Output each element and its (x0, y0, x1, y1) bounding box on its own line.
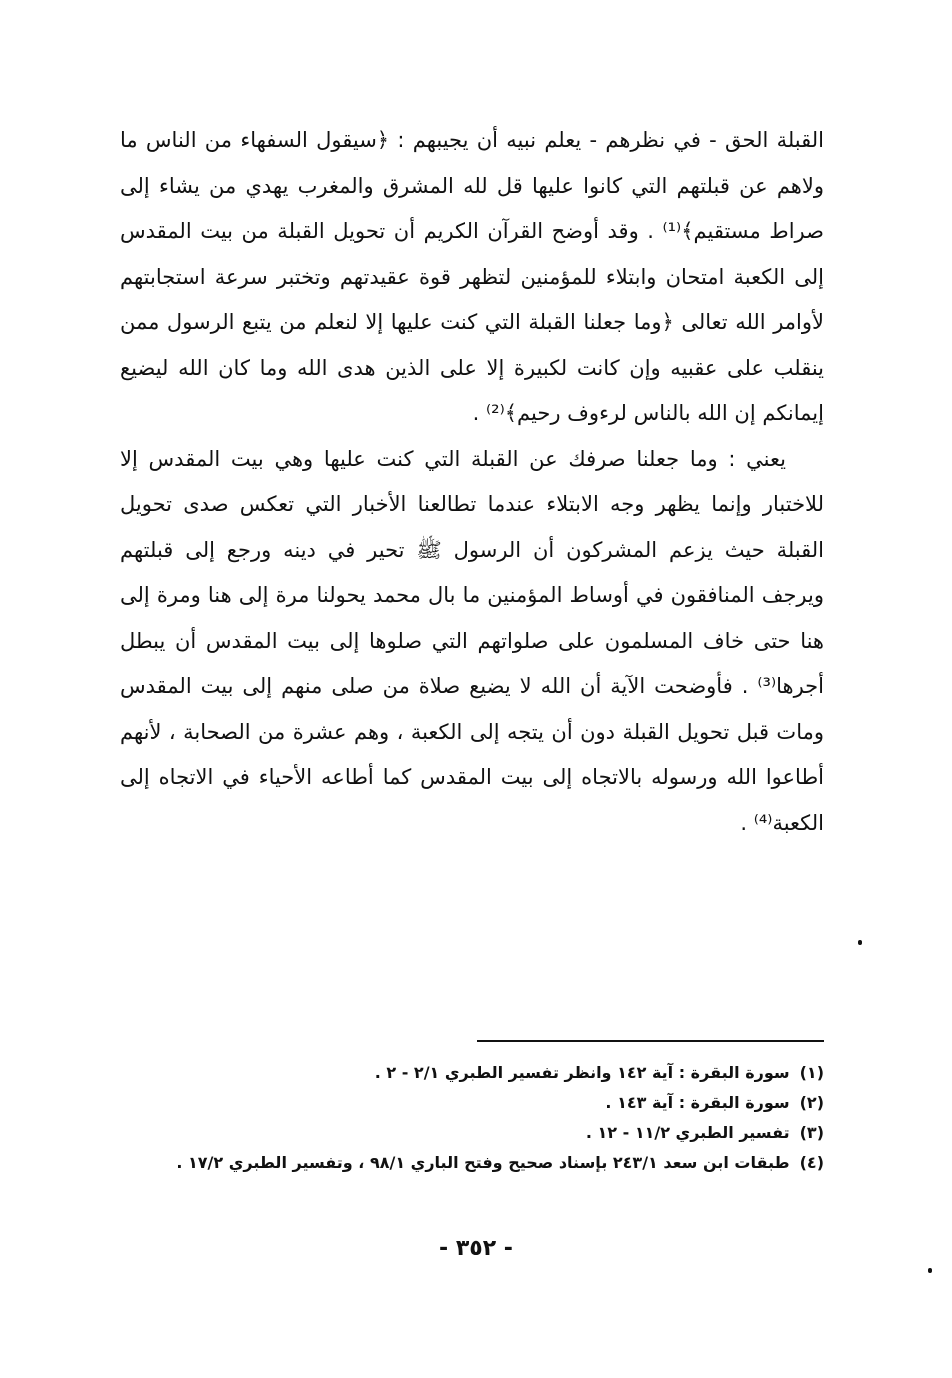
footnote-number: (١) (799, 1063, 824, 1082)
footnote-text: طبقات ابن سعد ٢٤٣/١ بإسناد صحيح وفتح الباري ٩٨/١ ، وتفسير الطبري ١٧/٢ . (176, 1153, 790, 1172)
main-text (120, 118, 824, 846)
footnote-text: سورة البقرة : آية ١٤٢ وانظر تفسير الطبري ٢/١ - ٢ . (374, 1063, 790, 1082)
paragraph-2: يعني : وما جعلنا صرفك عن القبلة التي كنت عليها وهي بيت المقدس إلا للاختبار وإنما يظهر وجه الابتلاء عندما تطالعنا الأخبار التي تعكس صدى تحويل القبلة حيث يزعم المشركون أن الرسول ﷺ تحير في دينه ورجع إلى قبلتهم ويرجف المنافقون في أوساط المؤمنين ما بال محمد يحولنا مرة إلى هنا ومرة إلى هنا حتى خاف المسلمون على صلواتهم التي صلوها إلى بيت المقدس أن يبطل أجرها⁽³⁾ . فأوضحت الآية أن الله لا يضيع صلاة من صلى منهم إلى بيت المقدس ومات قبل تحويل القبلة دون أن يتجه إلى الكعبة ، وهم عشرة من الصحابة ، لأنهم أطاعوا الله ورسوله بالاتجاه إلى بيت المقدس كما أطاعه الأحياء في الاتجاه إلى الكعبة⁽⁴⁾ . (120, 446, 824, 835)
footnote-1 (120, 1058, 824, 1088)
paragraph-1: القبلة الحق - في نظرهم - يعلم نبيه أن يجيبهم : ﴿سيقول السفهاء من الناس ما ولاهم عن قبلتهم التي كانوا عليها قل لله المشرق والمغرب يهدي من يشاء إلى صراط مستقيم﴾⁽¹⁾ . وقد أوضح القرآن الكريم أن تحويل القبلة من بيت المقدس إلى الكعبة امتحان وابتلاء للمؤمنين لتظهر قوة عقيدتهم وتختبر سرعة استجابتهم لأوامر الله تعالى ﴿وما جعلنا القبلة التي كنت عليها إلا لنعلم من يتبع الرسول ممن ينقلب على عقبيه وإن كانت لكبيرة إلا على الذين هدى الله وما كان الله ليضيع إيمانكم إن الله بالناس لرءوف رحيم﴾⁽²⁾ . (120, 128, 824, 425)
footnote-text: سورة البقرة : آية ١٤٣ . (605, 1093, 790, 1112)
footnote-separator (477, 1040, 824, 1042)
page-number: - ٣٥٢ - (439, 1236, 513, 1261)
footnote-4 (120, 1148, 824, 1178)
scan-speck (928, 1268, 932, 1273)
footnote-number: (٣) (799, 1123, 824, 1142)
footnote-number: (٢) (799, 1093, 824, 1112)
footnote-3 (120, 1118, 824, 1148)
footnote-text: تفسير الطبري ١١/٢ - ١٢ . (585, 1123, 790, 1142)
footnote-2 (120, 1088, 824, 1118)
scan-speck (858, 940, 862, 945)
footnotes (120, 1058, 824, 1178)
footnote-number: (٤) (799, 1153, 824, 1172)
